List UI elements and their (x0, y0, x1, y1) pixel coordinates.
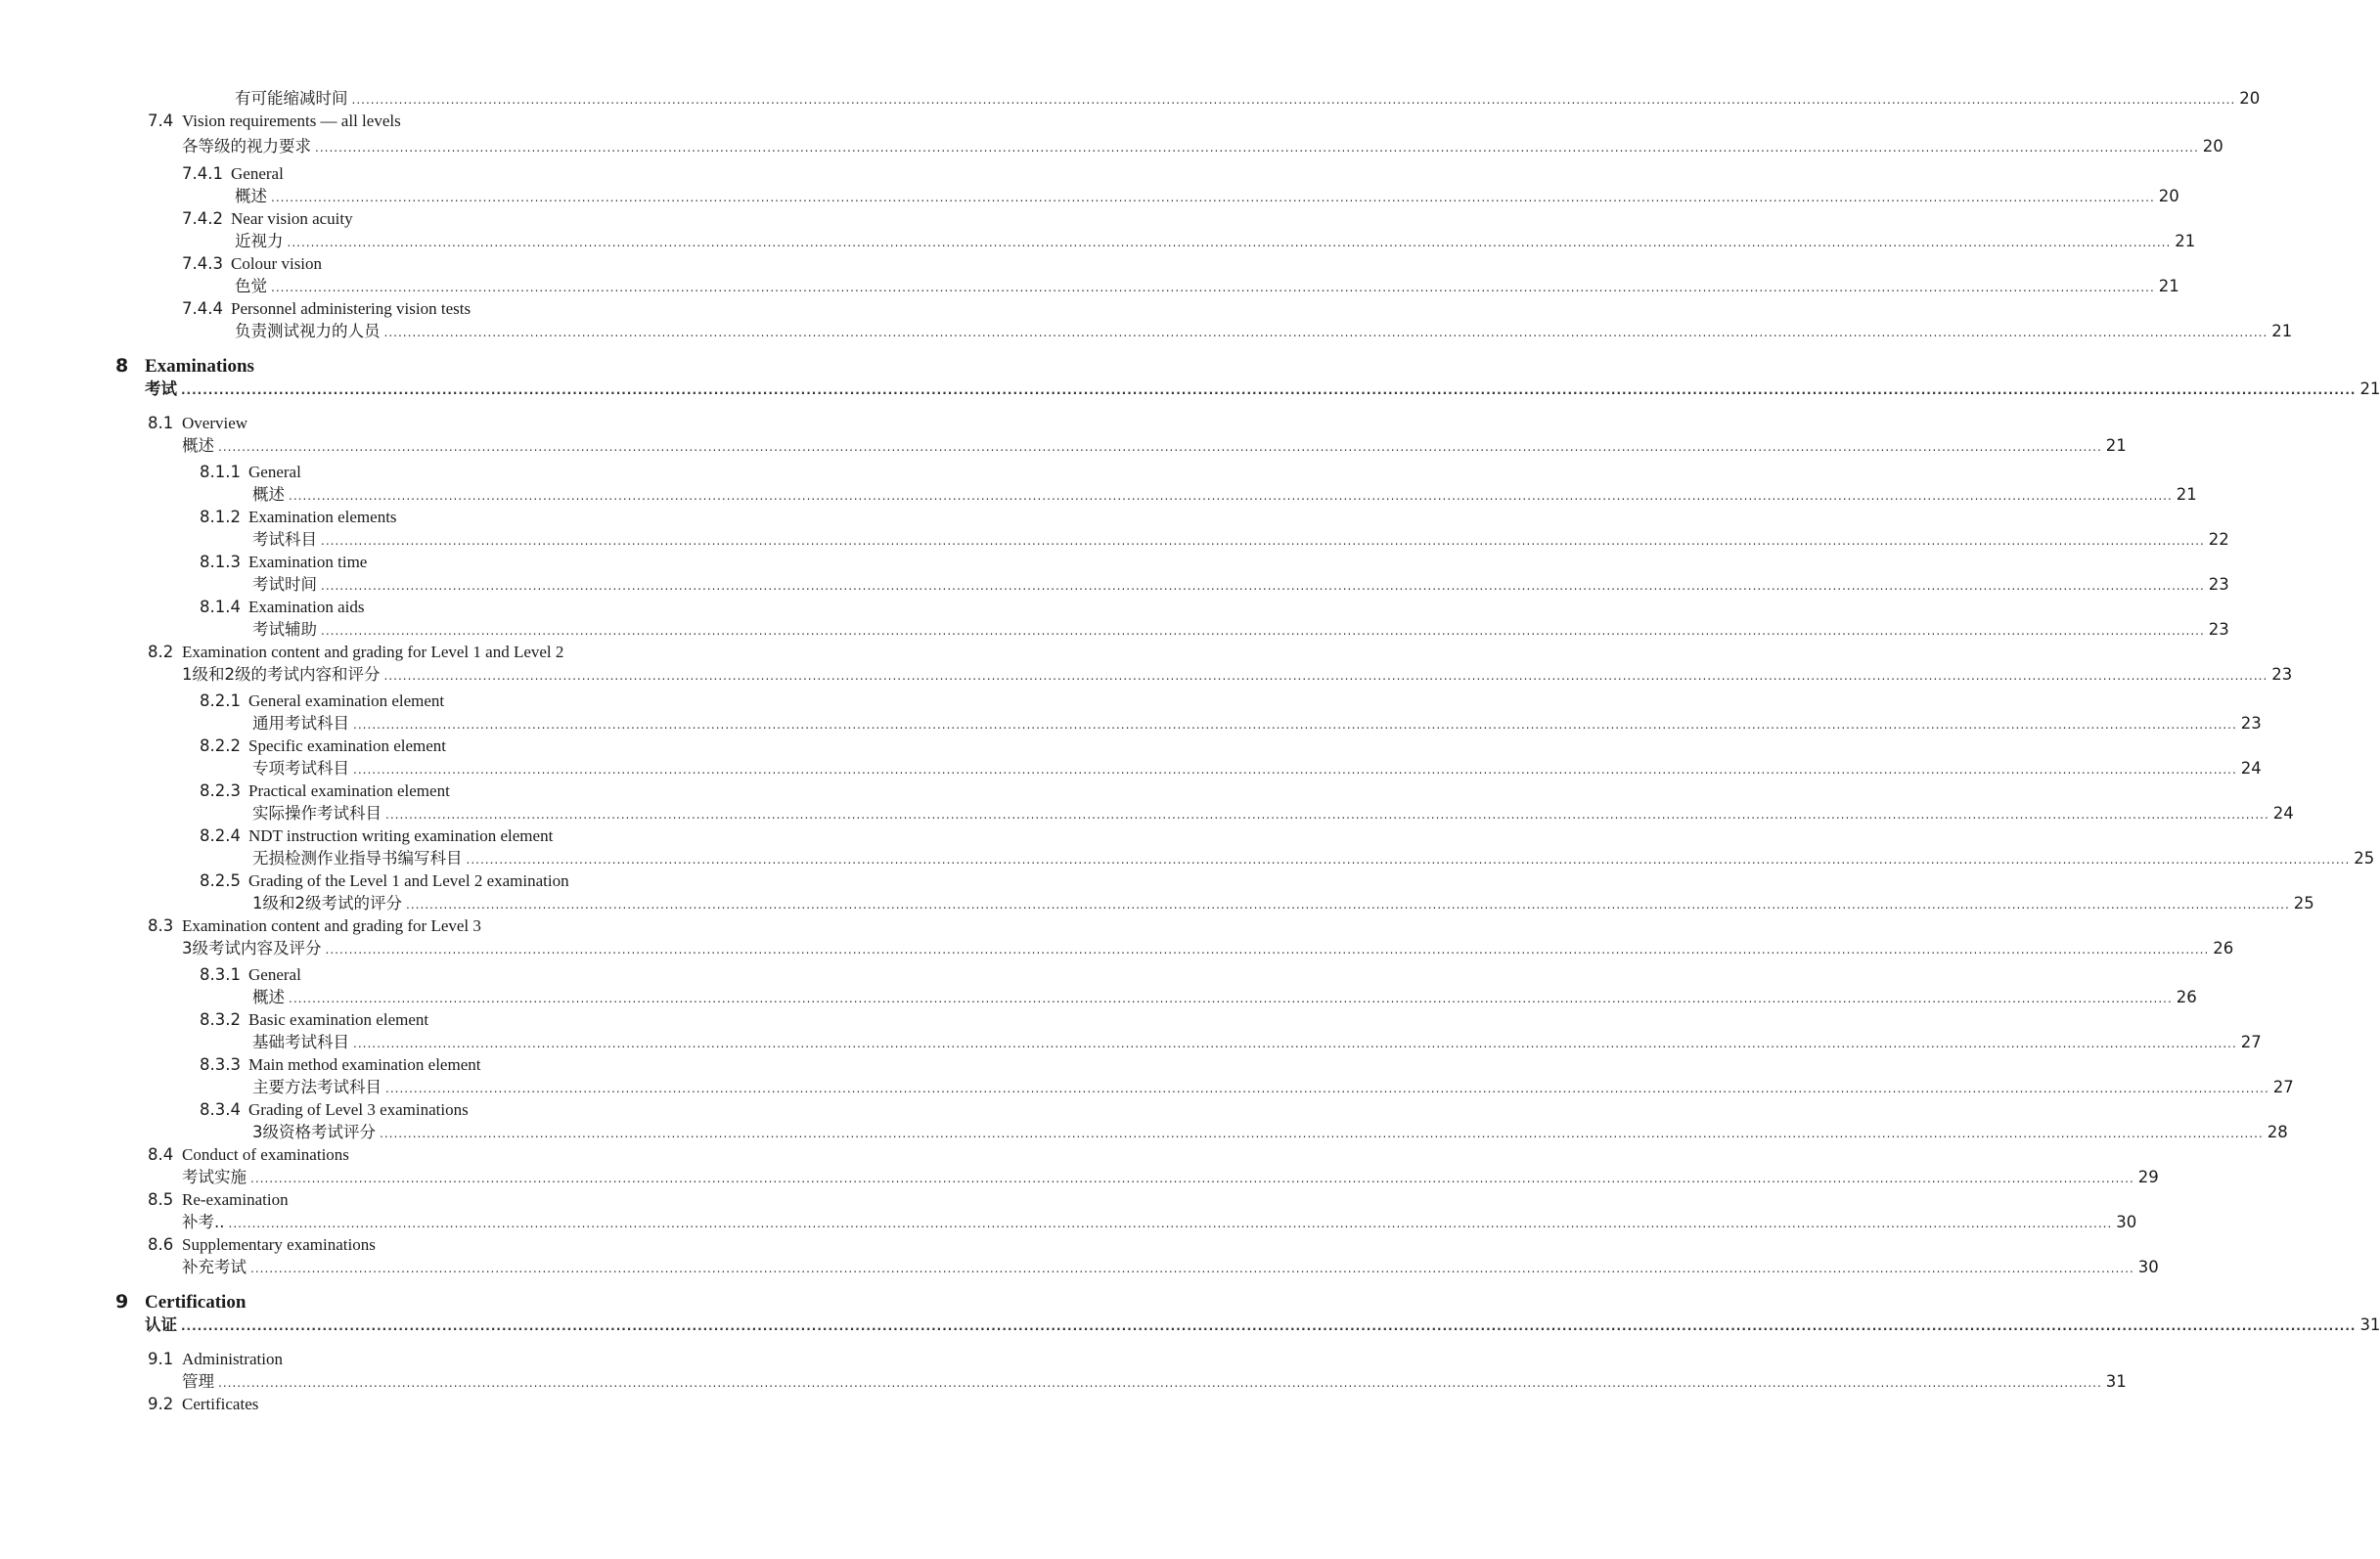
section-number: 8.2.2 (200, 736, 241, 755)
section-title-chinese: 补充考试 (182, 1258, 247, 1276)
section-title: Basic examination element (248, 1010, 429, 1029)
section-title-chinese: 管理 (182, 1372, 214, 1391)
section-title-chinese: 概述 (235, 187, 267, 205)
section-title-chinese: 3级考试内容及评分 (182, 939, 322, 958)
section-number: 8.3.1 (200, 965, 241, 984)
section-title: Re-examination (182, 1190, 289, 1209)
dot-leader: ................................................................................................................................................................................................................................................................................................................................................................................................................ (181, 1319, 2357, 1333)
dot-leader: ................................................................................................................................................................................................................................................................................................................................................................................................................ (353, 763, 2237, 777)
section-title: Specific examination element (248, 736, 447, 755)
dot-leader: ................................................................................................................................................................................................................................................................................................................................................................................................................ (218, 440, 2102, 454)
section-title: Personnel administering vision tests (231, 299, 472, 318)
toc-entry-title[interactable] (200, 507, 397, 528)
toc-entry-leader-line[interactable] (252, 484, 2197, 507)
page-number: 24 (2240, 759, 2262, 778)
toc-entry-title[interactable] (115, 355, 254, 378)
section-title: Near vision acuity (231, 209, 353, 228)
section-title-chinese: 1级和2级考试的评分 (252, 894, 402, 913)
toc-entry-leader-line[interactable] (182, 1371, 2127, 1394)
dot-leader: ................................................................................................................................................................................................................................................................................................................................................................................................................ (380, 1127, 2264, 1140)
dot-leader: ................................................................................................................................................................................................................................................................................................................................................................................................................ (406, 898, 2290, 912)
toc-entry-title[interactable] (182, 298, 471, 320)
toc-entry-leader-line[interactable] (235, 276, 2179, 298)
toc-entry-title[interactable] (200, 825, 553, 847)
page-number: 23 (2208, 620, 2229, 639)
section-number: 7.4.3 (182, 254, 223, 273)
section-title-chinese: 3级资格考试评分 (252, 1123, 376, 1141)
toc-entry-title[interactable] (200, 552, 367, 573)
toc-entry-leader-line[interactable] (235, 321, 2293, 343)
toc-entry-leader-line[interactable] (145, 1314, 2380, 1337)
toc-entry-title[interactable] (200, 462, 301, 483)
section-title-chinese: 考试实施 (182, 1168, 247, 1186)
toc-entry-leader-line[interactable] (252, 574, 2229, 597)
toc-entry-leader-line[interactable] (182, 1167, 2159, 1189)
section-title-chinese: 专项考试科目 (252, 759, 349, 778)
section-title-chinese: 无损检测作业指导书编写科目 (252, 849, 463, 868)
toc-entry-leader-line[interactable] (252, 803, 2294, 825)
section-title: Vision requirements — all levels (182, 111, 401, 130)
section-title-chinese: 考试 (145, 379, 177, 398)
section-number: 8.1.4 (200, 598, 241, 616)
page-number: 20 (2239, 89, 2261, 108)
section-number: 9.2 (148, 1395, 174, 1413)
dot-leader: ................................................................................................................................................................................................................................................................................................................................................................................................................ (228, 1217, 2113, 1230)
toc-entry-leader-line[interactable] (252, 848, 2375, 870)
section-title-chinese: 近视力 (235, 232, 284, 250)
page-number: 21 (2359, 379, 2380, 398)
toc-entry-title[interactable] (200, 597, 365, 618)
toc-entry-title[interactable] (200, 1054, 480, 1076)
toc-entry-title[interactable] (148, 1394, 258, 1415)
toc-entry-title[interactable] (148, 1349, 283, 1370)
toc-entry-title[interactable] (115, 1291, 246, 1314)
section-title-chinese: 考试科目 (252, 530, 317, 549)
section-number: 8.1.2 (200, 508, 241, 526)
page-number: 21 (2176, 485, 2197, 504)
page-number: 23 (2240, 714, 2262, 733)
toc-entry-title[interactable] (148, 642, 563, 663)
dot-leader: ................................................................................................................................................................................................................................................................................................................................................................................................................ (287, 236, 2172, 249)
toc-entry-title[interactable] (148, 1144, 349, 1166)
section-number: 8.2.4 (200, 826, 241, 845)
section-title: Examination aids (248, 598, 365, 616)
page-number: 23 (2208, 575, 2229, 594)
page-number: 28 (2267, 1123, 2288, 1141)
toc-entry-leader-line[interactable] (252, 529, 2229, 552)
page-number: 29 (2137, 1168, 2159, 1186)
section-title: Main method examination element (248, 1055, 481, 1074)
section-title: Overview (182, 414, 248, 432)
section-title-chinese: 概述 (252, 988, 285, 1006)
dot-leader: ................................................................................................................................................................................................................................................................................................................................................................................................................ (321, 624, 2205, 638)
toc-entry-leader-line[interactable] (252, 893, 2314, 915)
section-title: Examination content and grading for Level 1 and Level 2 (182, 643, 564, 661)
toc-entry-title[interactable] (148, 413, 247, 434)
section-title: Examination time (248, 553, 368, 571)
toc-entry-leader-line[interactable] (235, 186, 2179, 208)
section-number: 9.1 (148, 1350, 174, 1368)
page-number: 21 (2158, 277, 2179, 295)
section-title: Supplementary examinations (182, 1235, 376, 1254)
toc-entry-leader-line[interactable] (252, 619, 2229, 642)
toc-entry-leader-line[interactable] (252, 1077, 2294, 1099)
dot-leader: ................................................................................................................................................................................................................................................................................................................................................................................................................ (321, 534, 2205, 548)
toc-entry-leader-line[interactable] (252, 713, 2262, 735)
toc-entry-title[interactable] (200, 780, 450, 802)
page-number: 21 (2105, 436, 2127, 455)
section-title-chinese: 实际操作考试科目 (252, 804, 382, 823)
section-title-chinese: 有可能缩减时间 (235, 89, 348, 108)
section-number: 8 (115, 355, 129, 377)
dot-leader: ................................................................................................................................................................................................................................................................................................................................................................................................................ (271, 191, 2155, 204)
toc-entry-title[interactable] (200, 870, 569, 892)
section-title: Examination elements (248, 508, 397, 526)
page-number: 27 (2240, 1033, 2262, 1051)
toc-entry-leader-line[interactable] (252, 1122, 2288, 1144)
page-number: 26 (2213, 939, 2234, 958)
section-title-chinese: 通用考试科目 (252, 714, 349, 733)
section-title: Colour vision (231, 254, 323, 273)
page-number: 25 (2354, 849, 2375, 868)
dot-leader: ................................................................................................................................................................................................................................................................................................................................................................................................................ (383, 326, 2268, 339)
page-number: 27 (2272, 1078, 2294, 1096)
dot-leader: ................................................................................................................................................................................................................................................................................................................................................................................................................ (325, 943, 2210, 957)
section-number: 8.3.4 (200, 1100, 241, 1119)
toc-entry-title[interactable] (148, 111, 401, 132)
toc-entry-title[interactable] (148, 1189, 289, 1211)
section-number: 8.2 (148, 643, 174, 661)
section-number: 8.4 (148, 1145, 174, 1164)
toc-entry-title[interactable] (200, 1009, 428, 1031)
section-title: General (248, 463, 301, 481)
section-title: General (231, 164, 284, 183)
section-number: 8.6 (148, 1235, 174, 1254)
section-title: Grading of the Level 1 and Level 2 examination (248, 871, 569, 890)
section-title: NDT instruction writing examination element (248, 826, 554, 845)
dot-leader: ................................................................................................................................................................................................................................................................................................................................................................................................................ (383, 669, 2268, 683)
section-title-chinese: 色觉 (235, 277, 267, 295)
dot-leader: ................................................................................................................................................................................................................................................................................................................................................................................................................ (181, 383, 2357, 397)
section-number: 8.3.3 (200, 1055, 241, 1074)
section-title-chinese: 各等级的视力要求 (182, 137, 311, 156)
section-number: 8.1 (148, 414, 174, 432)
toc-entry-leader-line[interactable] (235, 231, 2196, 253)
section-number: 7.4.1 (182, 164, 223, 183)
toc-entry-title[interactable] (200, 735, 446, 757)
section-title-chinese: 补考.. (182, 1213, 225, 1231)
section-number: 8.2.5 (200, 871, 241, 890)
section-title: Grading of Level 3 examinations (248, 1100, 469, 1119)
toc-entry-title[interactable] (200, 690, 444, 712)
toc-entry-leader-line[interactable] (182, 136, 2223, 158)
page-number: 30 (2137, 1258, 2159, 1276)
page-number: 21 (2271, 322, 2293, 340)
section-number: 8.3.2 (200, 1010, 241, 1029)
dot-leader: ................................................................................................................................................................................................................................................................................................................................................................................................................ (321, 579, 2205, 593)
dot-leader: ................................................................................................................................................................................................................................................................................................................................................................................................................ (289, 992, 2173, 1005)
page-number: 24 (2272, 804, 2294, 823)
section-number: 8.2.1 (200, 691, 241, 710)
toc-entry-leader-line[interactable] (252, 987, 2197, 1009)
section-title-chinese: 认证 (145, 1315, 177, 1334)
toc-entry-leader-line[interactable] (252, 758, 2262, 780)
section-title-chinese: 主要方法考试科目 (252, 1078, 382, 1096)
toc-entry-leader-line[interactable] (235, 88, 2261, 111)
page-number: 20 (2202, 137, 2223, 156)
section-title: Conduct of examinations (182, 1145, 349, 1164)
section-number: 8.1.1 (200, 463, 241, 481)
dot-leader: ................................................................................................................................................................................................................................................................................................................................................................................................................ (250, 1172, 2134, 1185)
toc-entry-leader-line[interactable] (182, 664, 2293, 687)
section-title-chinese: 考试时间 (252, 575, 317, 594)
dot-leader: ................................................................................................................................................................................................................................................................................................................................................................................................................ (353, 718, 2237, 732)
page-number: 31 (2105, 1372, 2127, 1391)
section-title: Certificates (182, 1395, 259, 1413)
section-title: Examinations (145, 356, 254, 377)
toc-entry-leader-line[interactable] (145, 379, 2380, 401)
section-title: General (248, 965, 301, 984)
page-number: 20 (2158, 187, 2179, 205)
section-title-chinese: 概述 (182, 436, 214, 455)
toc-entry-title[interactable] (182, 208, 353, 230)
toc-entry-leader-line[interactable] (182, 435, 2127, 458)
section-title: Examination content and grading for Level 3 (182, 916, 481, 935)
section-number: 9 (115, 1291, 129, 1313)
section-number: 7.4 (148, 111, 174, 130)
toc-entry-title[interactable] (148, 915, 481, 937)
toc-entry-title[interactable] (200, 1099, 469, 1121)
section-title: Administration (182, 1350, 283, 1368)
page-number: 30 (2116, 1213, 2137, 1231)
section-title-chinese: 考试辅助 (252, 620, 317, 639)
dot-leader: ................................................................................................................................................................................................................................................................................................................................................................................................................ (315, 141, 2199, 155)
toc-entry-title[interactable] (182, 253, 322, 275)
toc-entry-title[interactable] (148, 1234, 376, 1256)
section-title-chinese: 概述 (252, 485, 285, 504)
section-number: 8.5 (148, 1190, 174, 1209)
toc-entry-title[interactable] (200, 964, 301, 986)
dot-leader: ................................................................................................................................................................................................................................................................................................................................................................................................................ (466, 853, 2351, 867)
section-title-chinese: 基础考试科目 (252, 1033, 349, 1051)
section-title: Certification (145, 1292, 247, 1313)
page-number: 22 (2208, 530, 2229, 549)
section-number: 7.4.2 (182, 209, 223, 228)
dot-leader: ................................................................................................................................................................................................................................................................................................................................................................................................................ (351, 93, 2236, 107)
dot-leader: ................................................................................................................................................................................................................................................................................................................................................................................................................ (218, 1376, 2102, 1390)
toc-entry-leader-line[interactable] (182, 1212, 2137, 1234)
toc-entry-leader-line[interactable] (182, 1257, 2159, 1279)
section-title-chinese: 1级和2级的考试内容和评分 (182, 665, 381, 684)
dot-leader: ................................................................................................................................................................................................................................................................................................................................................................................................................ (289, 489, 2173, 503)
page-number: 26 (2176, 988, 2197, 1006)
section-title: Practical examination element (248, 781, 450, 800)
toc-entry-title[interactable] (182, 163, 284, 185)
dot-leader: ................................................................................................................................................................................................................................................................................................................................................................................................................ (385, 1082, 2269, 1095)
dot-leader: ................................................................................................................................................................................................................................................................................................................................................................................................................ (250, 1262, 2134, 1275)
section-number: 8.3 (148, 916, 174, 935)
page-number: 25 (2293, 894, 2314, 913)
section-number: 8.1.3 (200, 553, 241, 571)
dot-leader: ................................................................................................................................................................................................................................................................................................................................................................................................................ (385, 808, 2269, 822)
section-number: 8.2.3 (200, 781, 241, 800)
section-title-chinese: 负责测试视力的人员 (235, 322, 381, 340)
toc-entry-leader-line[interactable] (252, 1032, 2262, 1054)
page-number: 21 (2175, 232, 2196, 250)
page-number: 31 (2359, 1315, 2380, 1334)
section-number: 7.4.4 (182, 299, 223, 318)
toc-entry-leader-line[interactable] (182, 938, 2234, 960)
dot-leader: ................................................................................................................................................................................................................................................................................................................................................................................................................ (353, 1037, 2237, 1050)
dot-leader: ................................................................................................................................................................................................................................................................................................................................................................................................................ (271, 281, 2155, 294)
page-number: 23 (2271, 665, 2293, 684)
section-title: General examination element (248, 691, 445, 710)
